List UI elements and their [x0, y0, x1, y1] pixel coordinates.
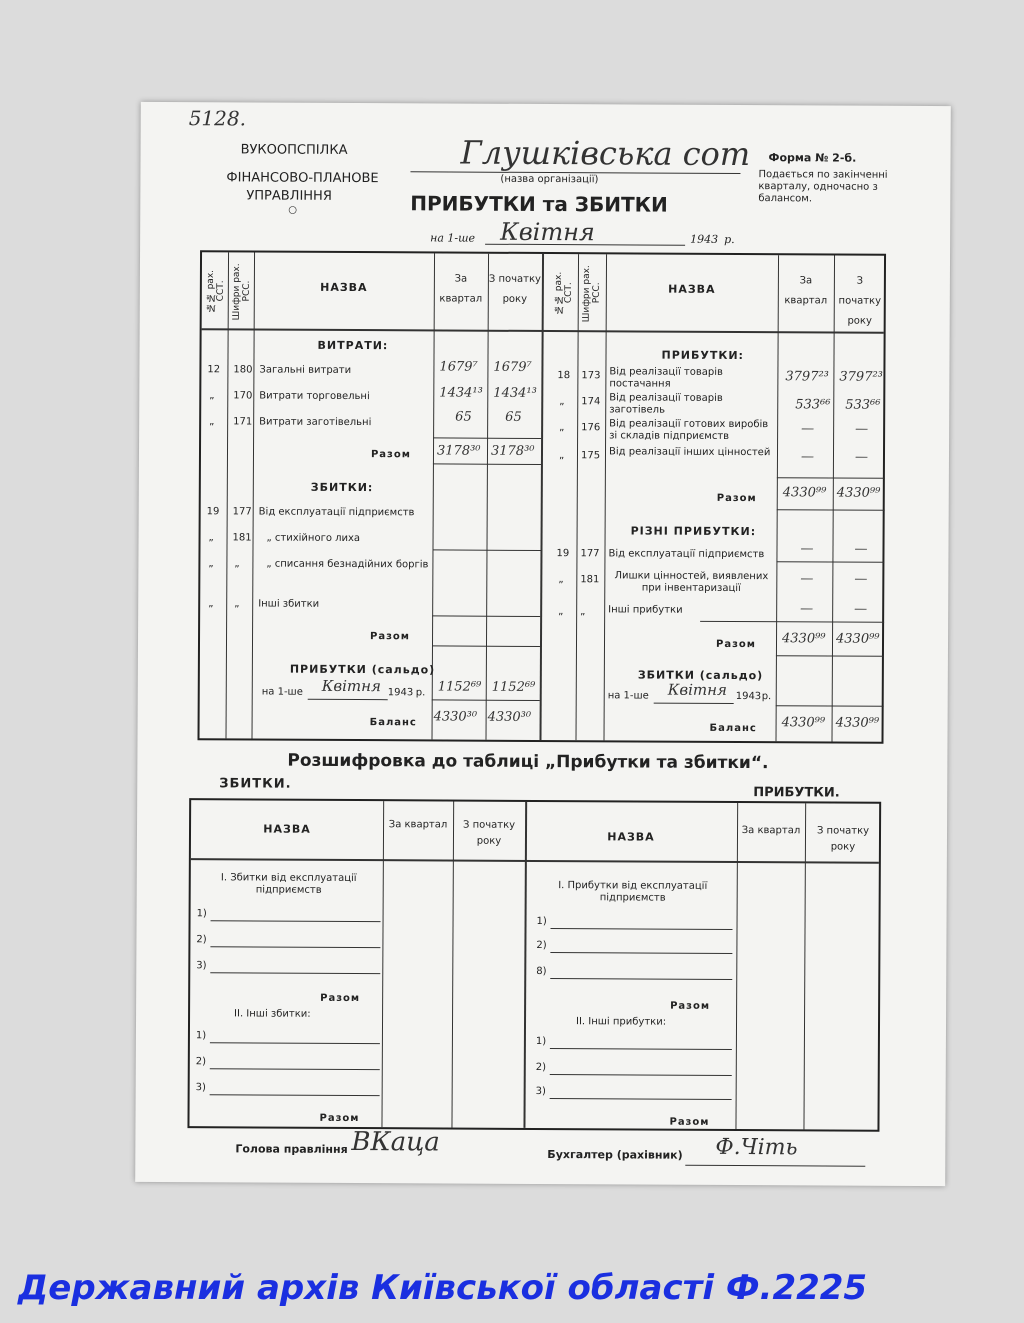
bd-left-item: 1)	[196, 908, 207, 920]
inc-row-name: Від реалізації інших цінностей	[608, 446, 771, 459]
loss-date-year: 1943	[735, 691, 762, 703]
accountant-signature: Ф.Чіть	[715, 1134, 798, 1161]
breakdown-title: Розшифровка до таблиці „Прибутки та збитки“.	[287, 750, 769, 774]
hdr-code-left: Шифри рах. РСС.	[231, 262, 252, 320]
right-balance-label: Баланс	[709, 722, 757, 735]
misc-row-acct: „	[558, 574, 564, 586]
bd-left-item: 2)	[196, 934, 207, 946]
bd-right-item: 2)	[535, 1061, 547, 1074]
org-line3: УПРАВЛІННЯ	[246, 188, 332, 204]
loss-row-code: „	[234, 558, 240, 570]
misc-row-quarter: —	[800, 541, 814, 557]
loss-date-suffix: р.	[761, 691, 772, 703]
date-prefix: на 1-ше	[430, 231, 476, 245]
head-label: Голова правління	[235, 1142, 348, 1156]
misc-row-acct: „	[558, 606, 564, 618]
org-name-handwritten: Глушківська сот	[460, 133, 751, 174]
bd-left-item: 3)	[195, 1082, 206, 1094]
hdr-name-right: НАЗВА	[668, 282, 716, 296]
main-table	[197, 250, 886, 744]
bd-hdr-quarter-left: За квартал	[388, 819, 448, 831]
bd-right-sum1: Разом	[670, 1000, 711, 1012]
inc-row-quarter: —	[801, 421, 815, 437]
form-title: ПРИБУТКИ та ЗБИТКИ	[410, 191, 668, 217]
row-acct: 12	[207, 364, 221, 376]
accountant-label: Бухгалтер (рахівник)	[547, 1148, 683, 1162]
misc-income-title: РІЗНІ ПРИБУТКИ:	[630, 524, 757, 539]
income-title: ПРИБУТКИ:	[661, 348, 745, 363]
org-line1: ВУКООПСПІЛКА	[240, 142, 348, 158]
bd-left-sec1: І. Збитки від експлуатації підприємств	[220, 872, 357, 896]
inc-row-name: Від реалізації готових виробів зі складів підприємств	[609, 418, 769, 442]
hdr-ytd-right: З початку року	[838, 275, 882, 327]
misc-row-code: 177	[580, 548, 600, 560]
form-note: Подається по закінченні кварталу, одночасно з балансом.	[758, 169, 888, 205]
hdr-quarter-right: За квартал	[784, 275, 828, 307]
profit-date-month: Квітня	[321, 676, 382, 696]
misc-row-name: Від експлуатації підприємств	[608, 548, 765, 561]
inc-row-acct: „	[558, 450, 565, 462]
income-sum-quarter: 4330⁹⁹	[782, 485, 827, 501]
misc-sum-quarter: 4330⁹⁹	[781, 631, 826, 647]
loss-row-code: 177	[232, 506, 252, 518]
hdr-name-left: НАЗВА	[320, 280, 368, 295]
left-balance-ytd: 4330³⁰	[487, 709, 532, 725]
inc-row-code: 176	[581, 422, 601, 434]
inc-row-acct: „	[559, 422, 565, 434]
inc-row-ytd: —	[855, 421, 869, 437]
left-balance-label: Баланс	[369, 717, 417, 729]
bd-left-sec2: ІІ. Інші збитки:	[234, 1008, 311, 1020]
expenses-sum-quarter: 3178³⁰	[436, 443, 481, 459]
row-code: 180	[233, 364, 253, 376]
loss-row-name: „ стихійного лиха	[266, 532, 361, 545]
bd-right-item: 2)	[536, 939, 547, 952]
bd-left-sum2: Разом	[319, 1112, 360, 1125]
row-name: Загальні витрати	[259, 364, 352, 376]
inc-row-code: 174	[581, 396, 601, 408]
expenses-sum-ytd: 3178³⁰	[490, 443, 535, 459]
date-suffix: р.	[724, 232, 735, 246]
org-line2: ФІНАНСОВО-ПЛАНОВЕ	[226, 170, 379, 187]
row-code: 170	[233, 390, 253, 402]
inc-row-quarter: 533⁶⁶	[795, 397, 831, 413]
bd-hdr-ytd-left: З початку року	[462, 819, 516, 847]
loss-row-code: 181	[232, 532, 252, 544]
row-acct: „	[209, 390, 215, 402]
loss-row-acct: „	[208, 558, 214, 570]
bd-hdr-ytd-right: З початку року	[816, 825, 870, 853]
losses-title: ЗБИТКИ:	[310, 480, 374, 495]
hdr-code-right: Шифри рах. РСС.	[581, 264, 602, 322]
inc-row-name: Від реалізації товарів заготівель	[609, 392, 723, 416]
profit-date-prefix: на 1-ше	[261, 686, 303, 698]
misc-row-ytd: —	[854, 571, 868, 587]
hdr-ytd-left: З початку року	[488, 273, 541, 305]
misc-sum-ytd: 4330⁹⁹	[835, 631, 880, 647]
date-year: 1943	[690, 232, 719, 246]
archive-footer: Державний архів Київської області Ф.2225	[18, 1268, 868, 1308]
loss-date-prefix: на 1-ше	[607, 690, 649, 702]
inc-row-acct: „	[559, 396, 565, 408]
bd-left-sum1: Разом	[320, 992, 361, 1005]
misc-row-acct: 19	[556, 548, 570, 560]
bd-right-item: 1)	[536, 915, 547, 928]
misc-row-quarter: —	[800, 601, 814, 617]
inc-row-quarter: 3797²³	[785, 369, 829, 385]
bd-hdr-name-left: НАЗВА	[263, 822, 311, 836]
losses-sum-label: Разом	[370, 631, 411, 643]
date-month: Квітня	[500, 217, 595, 247]
inc-row-acct: 18	[557, 370, 571, 382]
loss-row-name: Від експлуатації підприємств	[258, 506, 415, 519]
bd-hdr-name-right: НАЗВА	[607, 830, 655, 844]
profit-date-suffix: р.	[415, 687, 426, 699]
row-ytd: 1679⁷	[493, 359, 532, 375]
hdr-acct-left: №№ рах. ССТ.	[205, 270, 226, 313]
loss-date-month: Квітня	[667, 680, 727, 699]
expenses-sum-label: Разом	[370, 449, 411, 461]
bd-right-sum2: Разом	[669, 1116, 710, 1128]
archive-number: 5128.	[188, 106, 247, 131]
bd-right-sec1: І. Прибутки від експлуатації підприємств	[558, 880, 708, 904]
inc-row-name: Від реалізації товарів постачання	[609, 366, 723, 390]
left-balance-quarter: 4330³⁰	[433, 709, 478, 725]
loss-saldo-title: ЗБИТКИ (сальдо)	[637, 668, 764, 683]
row-quarter: 65	[455, 409, 472, 425]
expenses-title: ВИТРАТИ:	[317, 338, 389, 353]
misc-row-name: Інші прибутки	[608, 604, 683, 616]
loss-row-name: „ списання безнадійних боргів	[266, 558, 429, 571]
org-mark: ○	[288, 204, 298, 216]
inc-row-code: 175	[580, 450, 601, 462]
profit-saldo-title: ПРИБУТКИ (сальдо)	[289, 662, 436, 677]
misc-row-name: Лишки цінностей, виявлених при інвентаризації	[614, 570, 769, 595]
inc-row-code: 173	[581, 370, 601, 382]
bd-right-item: 1)	[535, 1035, 547, 1048]
bd-right-item: 3)	[535, 1085, 546, 1098]
loss-row-name: Інші збитки	[258, 598, 320, 610]
inc-row-ytd: 3797²³	[839, 369, 883, 385]
misc-row-quarter: —	[800, 571, 814, 587]
income-sum-ytd: 4330⁹⁹	[836, 485, 881, 501]
org-name-caption: (назва організації)	[500, 173, 599, 186]
hdr-quarter-left: За квартал	[439, 273, 483, 305]
loss-row-code: „	[234, 598, 240, 610]
bd-right-sec2: ІІ. Інші прибутки:	[575, 1016, 667, 1028]
breakdown-income-title: ПРИБУТКИ.	[753, 785, 840, 801]
profit-saldo-quarter: 1152⁶⁹	[437, 679, 482, 695]
breakdown-losses-title: ЗБИТКИ.	[219, 776, 292, 792]
right-balance-quarter: 4330⁹⁹	[781, 715, 826, 731]
misc-row-ytd: —	[854, 601, 868, 617]
misc-row-code: 181	[580, 574, 600, 586]
loss-row-acct: 19	[206, 506, 220, 518]
hdr-acct-right: №№ рах. ССТ.	[553, 271, 574, 315]
income-sum-label: Разом	[716, 492, 757, 505]
profit-date-year: 1943	[387, 687, 414, 699]
head-signature: ВКаца	[351, 1127, 440, 1158]
row-quarter: 1434¹³	[439, 385, 483, 401]
profit-saldo-ytd: 1152⁶⁹	[491, 679, 536, 695]
inc-row-ytd: 533⁶⁶	[845, 397, 881, 413]
bd-left-item: 3)	[196, 960, 207, 972]
inc-row-quarter: —	[800, 449, 815, 465]
misc-row-ytd: —	[854, 541, 868, 557]
loss-row-acct: „	[208, 598, 214, 610]
bd-left-item: 1)	[195, 1030, 207, 1042]
loss-row-acct: „	[208, 532, 214, 544]
inc-row-ytd: —	[854, 449, 869, 465]
row-code: 171	[233, 416, 253, 428]
right-balance-ytd: 4330⁹⁹	[835, 715, 880, 731]
row-acct: „	[209, 416, 215, 428]
row-ytd: 65	[505, 409, 522, 425]
row-quarter: 1679⁷	[439, 359, 478, 375]
misc-sum-label: Разом	[715, 638, 756, 651]
bd-left-item: 2)	[195, 1056, 207, 1068]
row-ytd: 1434¹³	[493, 385, 537, 401]
misc-row-code: „	[580, 606, 586, 618]
breakdown-table	[187, 798, 881, 1132]
row-name: Витрати торговельні	[259, 390, 370, 403]
bd-right-item: 8)	[536, 965, 547, 978]
row-name: Витрати заготівельні	[259, 416, 372, 429]
form-number: Форма № 2-б.	[768, 151, 857, 165]
document-sheet	[135, 102, 951, 1186]
bd-hdr-quarter-right: За квартал	[741, 825, 801, 837]
